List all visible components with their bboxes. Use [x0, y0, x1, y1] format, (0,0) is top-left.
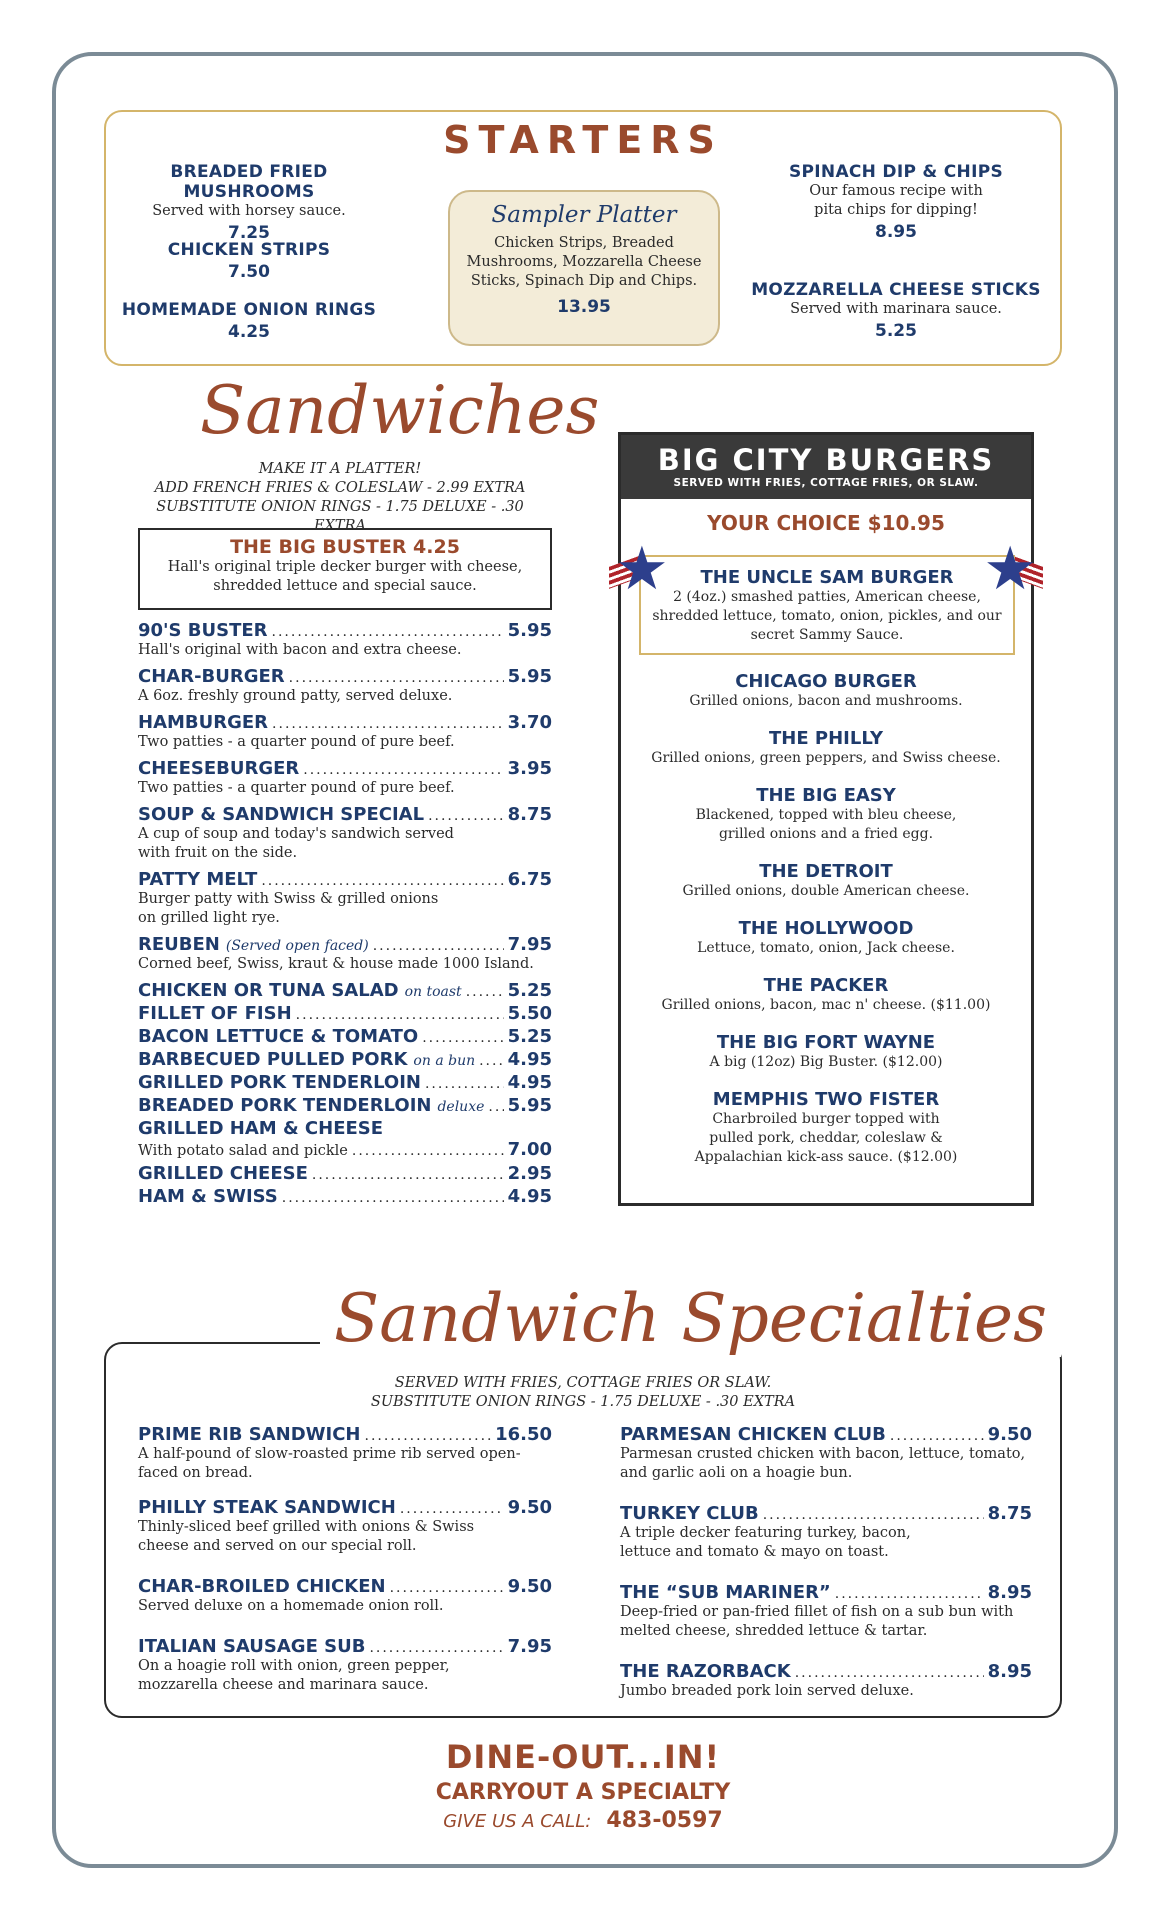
- starter-mozzarella-sticks: MOZZARELLA CHEESE STICKS Served with marinara sauce. 5.25: [751, 280, 1041, 341]
- list-item: MEMPHIS TWO FISTER Charbroiled burger topped with pulled pork, cheddar, coleslaw & Appalachian kick-ass sauce. ($12.00): [694, 1089, 958, 1165]
- list-item: GRILLED HAM & CHEESE With potato salad and pickle ..... 7.00: [138, 1118, 552, 1161]
- specialties-title: Sandwich Specialties: [320, 1280, 1061, 1357]
- call-label: GIVE US A CALL:: [443, 1811, 592, 1832]
- list-item: PATTY MELT ..... 6.75 Burger patty with Swiss & grilled onions on grilled light rye.: [138, 869, 552, 928]
- specialties-right-column: [620, 1424, 1032, 1721]
- burgers-header: [621, 435, 1031, 499]
- list-item: CHICAGO BURGER Grilled onions, bacon and mushrooms.: [689, 671, 963, 709]
- list-item: BARBECUED PULLED PORK on a bun ..... 4.95: [138, 1049, 552, 1070]
- specialties-note: SERVED WITH FRIES, COTTAGE FRIES OR SLAW. SUBSTITUTE ONION RINGS - 1.75 DELUXE - .30 EXTRA: [370, 1375, 796, 1410]
- sandwich-list: [138, 620, 552, 1209]
- list-item: THE PACKER Grilled onions, bacon, mac n' cheese. ($11.00): [661, 975, 991, 1013]
- burgers-subtitle: SERVED WITH FRIES, COTTAGE FRIES, OR SLAW.: [673, 477, 979, 489]
- starters-title: STARTERS: [443, 118, 723, 162]
- uncle-sam-box: [639, 555, 1015, 655]
- list-item: HAM & SWISS ..... 4.95: [138, 1186, 552, 1207]
- burgers-price: YOUR CHOICE $10.95: [707, 511, 945, 535]
- list-item: HAMBURGER ..... 3.70 Two patties - a quarter pound of pure beef.: [138, 712, 552, 752]
- list-item: THE DETROIT Grilled onions, double American cheese.: [682, 861, 970, 899]
- starter-chicken-strips: CHICKEN STRIPS 7.50: [167, 240, 331, 282]
- big-buster-box: [138, 528, 552, 610]
- list-item: 90'S BUSTER ..... 5.95 Hall's original with bacon and extra cheese.: [138, 620, 552, 660]
- sampler-platter-card: [448, 190, 720, 346]
- list-item: BREADED PORK TENDERLOIN deluxe ..... 5.95: [138, 1095, 552, 1116]
- list-item: CHICKEN OR TUNA SALAD on toast ..... 5.25: [138, 980, 552, 1001]
- list-item: THE HOLLYWOOD Lettuce, tomato, onion, Jack cheese.: [697, 918, 955, 956]
- starter-mushrooms: BREADED FRIED MUSHROOMS Served with horsey sauce. 7.25: [152, 162, 346, 243]
- star-left-icon: ★: [615, 534, 669, 604]
- list-item: THE PHILLY Grilled onions, green peppers, and Swiss cheese.: [651, 728, 1001, 766]
- list-item: PHILLY STEAK SANDWICH ..... 9.50 Thinly-sliced beef grilled with onions & Swiss cheese and served on our special roll.: [138, 1497, 552, 1556]
- list-item: SOUP & SANDWICH SPECIAL ..... 8.75 A cup of soup and today's sandwich served with fruit on the side.: [138, 804, 552, 863]
- list-item: FILLET OF FISH ..... 5.50: [138, 1003, 552, 1024]
- starter-onion-rings: HOMEMADE ONION RINGS 4.25: [121, 300, 377, 342]
- sampler-desc: Chicken Strips, Breaded Mushrooms, Mozzarella Cheese Sticks, Spinach Dip and Chips.: [466, 235, 702, 289]
- big-buster-name: THE BIG BUSTER 4.25: [230, 536, 460, 558]
- list-item: THE RAZORBACK ..... 8.95 Jumbo breaded pork loin served deluxe.: [620, 1661, 1032, 1701]
- list-item: THE “SUB MARINER” ..... 8.95 Deep-fried or pan-fried fillet of fish on a sub bun with melted cheese, shredded lettuce & tartar.: [620, 1582, 1032, 1641]
- sampler-price: 13.95: [557, 297, 611, 317]
- platter-note: MAKE IT A PLATTER! ADD FRENCH FRIES & COLESLAW - 2.99 EXTRA SUBSTITUTE ONION RINGS - 1.75 DELUXE - .30 EXTRA: [154, 461, 526, 534]
- list-item: CHEESEBURGER ..... 3.95 Two patties - a quarter pound of pure beef.: [138, 758, 552, 798]
- list-item: PARMESAN CHICKEN CLUB ..... 9.50 Parmesan crusted chicken with bacon, lettuce, tomato, and garlic aoli on a hoagie bun.: [620, 1424, 1032, 1483]
- carryout-heading: CARRYOUT A SPECIALTY: [435, 1780, 731, 1805]
- burgers-section: [615, 432, 1037, 1206]
- burgers-title: BIG CITY BURGERS: [657, 443, 995, 477]
- list-item: ITALIAN SAUSAGE SUB ..... 7.95 On a hoagie roll with onion, green pepper, mozzarella cheese and marinara sauce.: [138, 1636, 552, 1695]
- list-item: REUBEN (Served open faced) ..... 7.95 Corned beef, Swiss, kraut & house made 1000 Island.: [138, 934, 552, 974]
- list-item: THE BIG EASY Blackened, topped with bleu cheese, grilled onions and a fried egg.: [695, 785, 957, 842]
- dine-out-heading: DINE-OUT...IN!: [445, 1738, 721, 1776]
- list-item: PRIME RIB SANDWICH ..... 16.50 A half-pound of slow-roasted prime rib served open-faced on bread.: [138, 1424, 552, 1483]
- sandwiches-title: Sandwiches: [200, 372, 600, 449]
- call-line: [0, 1808, 1166, 1833]
- star-right-icon: ★: [983, 534, 1037, 604]
- sampler-title: Sampler Platter: [491, 202, 677, 228]
- uncle-sam-name: THE UNCLE SAM BURGER: [700, 567, 954, 588]
- list-item: GRILLED PORK TENDERLOIN ..... 4.95: [138, 1072, 552, 1093]
- list-item: CHAR-BROILED CHICKEN ..... 9.50 Served deluxe on a homemade onion roll.: [138, 1576, 552, 1616]
- burger-list: [621, 671, 1031, 1184]
- list-item: GRILLED CHEESE ..... 2.95: [138, 1163, 552, 1184]
- list-item: TURKEY CLUB ..... 8.75 A triple decker featuring turkey, bacon, lettuce and tomato & mayo on toast.: [620, 1503, 1032, 1562]
- uncle-sam-desc: 2 (4oz.) smashed patties, American cheese, shredded lettuce, tomato, onion, pickles, and our secret Sammy Sauce.: [652, 589, 1002, 643]
- list-item: CHAR-BURGER ..... 5.95 A 6oz. freshly ground patty, served deluxe.: [138, 666, 552, 706]
- list-item: BACON LETTUCE & TOMATO ..... 5.25: [138, 1026, 552, 1047]
- phone-number[interactable]: 483-0597: [606, 1808, 723, 1833]
- starter-spinach-dip: SPINACH DIP & CHIPS Our famous recipe with pita chips for dipping! 8.95: [788, 162, 1004, 242]
- big-buster-desc: Hall's original triple decker burger with cheese, shredded lettuce and special sauce.: [167, 559, 523, 594]
- list-item: THE BIG FORT WAYNE A big (12oz) Big Buster. ($12.00): [709, 1032, 943, 1070]
- specialties-left-column: [138, 1424, 552, 1715]
